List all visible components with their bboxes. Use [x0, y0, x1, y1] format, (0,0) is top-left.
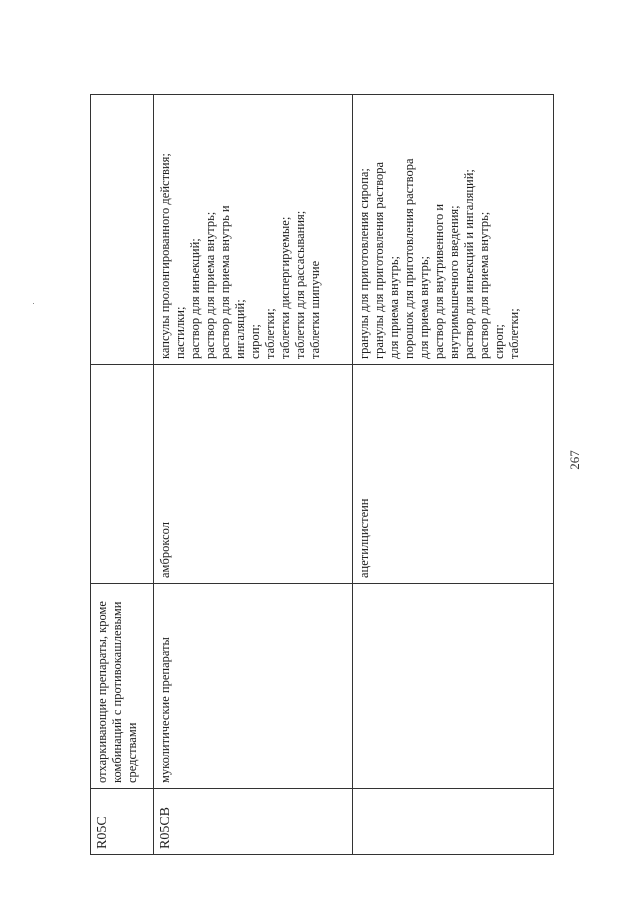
dosage-form-line: сироп; — [248, 324, 262, 359]
dosage-form-line: таблетки; — [507, 308, 521, 359]
page-number: 267 — [566, 450, 582, 470]
dosage-form-line: раствор для приема внутрь; — [477, 211, 491, 359]
dosage-form-line: раствор для внутривенного и — [432, 203, 446, 359]
dosage-form-line: гранулы для приготовления раствора — [372, 161, 386, 359]
dosage-forms-cell — [91, 95, 154, 365]
table-row — [154, 95, 353, 855]
dosage-form-line: ингаляций; — [233, 299, 247, 359]
drug-name-cell: амброксол — [154, 365, 353, 584]
dosage-forms-cell — [154, 95, 353, 365]
rotated-page-content — [90, 95, 550, 855]
dosage-form-line: для приема внутрь; — [387, 255, 401, 359]
group-cell: отхаркивающие препараты, кроме комбинаций с противокашлевыми средствами — [91, 584, 154, 789]
table-row — [91, 95, 154, 855]
dosage-form-line: пастилки; — [173, 306, 187, 359]
atc-code-cell: R05CB — [154, 789, 353, 855]
dosage-form-line: внутримышечного введения; — [447, 205, 461, 359]
atc-code-cell — [353, 789, 554, 855]
dosage-form-line: таблетки шипучие — [308, 260, 322, 359]
scan-speck — [33, 303, 34, 304]
group-cell — [353, 584, 554, 789]
dosage-form-line: раствор для инъекций; — [188, 238, 202, 359]
dosage-form-line: раствор для приема внутрь; — [203, 211, 217, 359]
atc-code-cell: R05C — [91, 789, 154, 855]
dosage-form-line: раствор для приема внутрь и — [218, 205, 232, 359]
group-cell: муколитические препараты — [154, 584, 353, 789]
dosage-form-line: для приема внутрь; — [417, 255, 431, 359]
dosage-form-line: таблетки; — [263, 308, 277, 359]
dosage-form-line: гранулы для приготовления сиропа; — [357, 168, 371, 359]
drug-name-cell — [91, 365, 154, 584]
dosage-form-line: таблетки для рассасывания; — [293, 210, 307, 359]
dosage-form-line: капсулы пролонгированного действия; — [158, 153, 172, 359]
dosage-forms-cell — [353, 95, 554, 365]
dosage-form-line: порошок для приготовления раствора — [402, 158, 416, 359]
drug-classification-table — [90, 94, 554, 855]
table-row — [353, 95, 554, 855]
dosage-form-line: таблетки диспергируемые; — [278, 216, 292, 359]
dosage-form-line: сироп; — [492, 324, 506, 359]
dosage-form-line: раствор для инъекций и ингаляций; — [462, 169, 476, 359]
drug-name-cell: ацетилцистеин — [353, 365, 554, 584]
